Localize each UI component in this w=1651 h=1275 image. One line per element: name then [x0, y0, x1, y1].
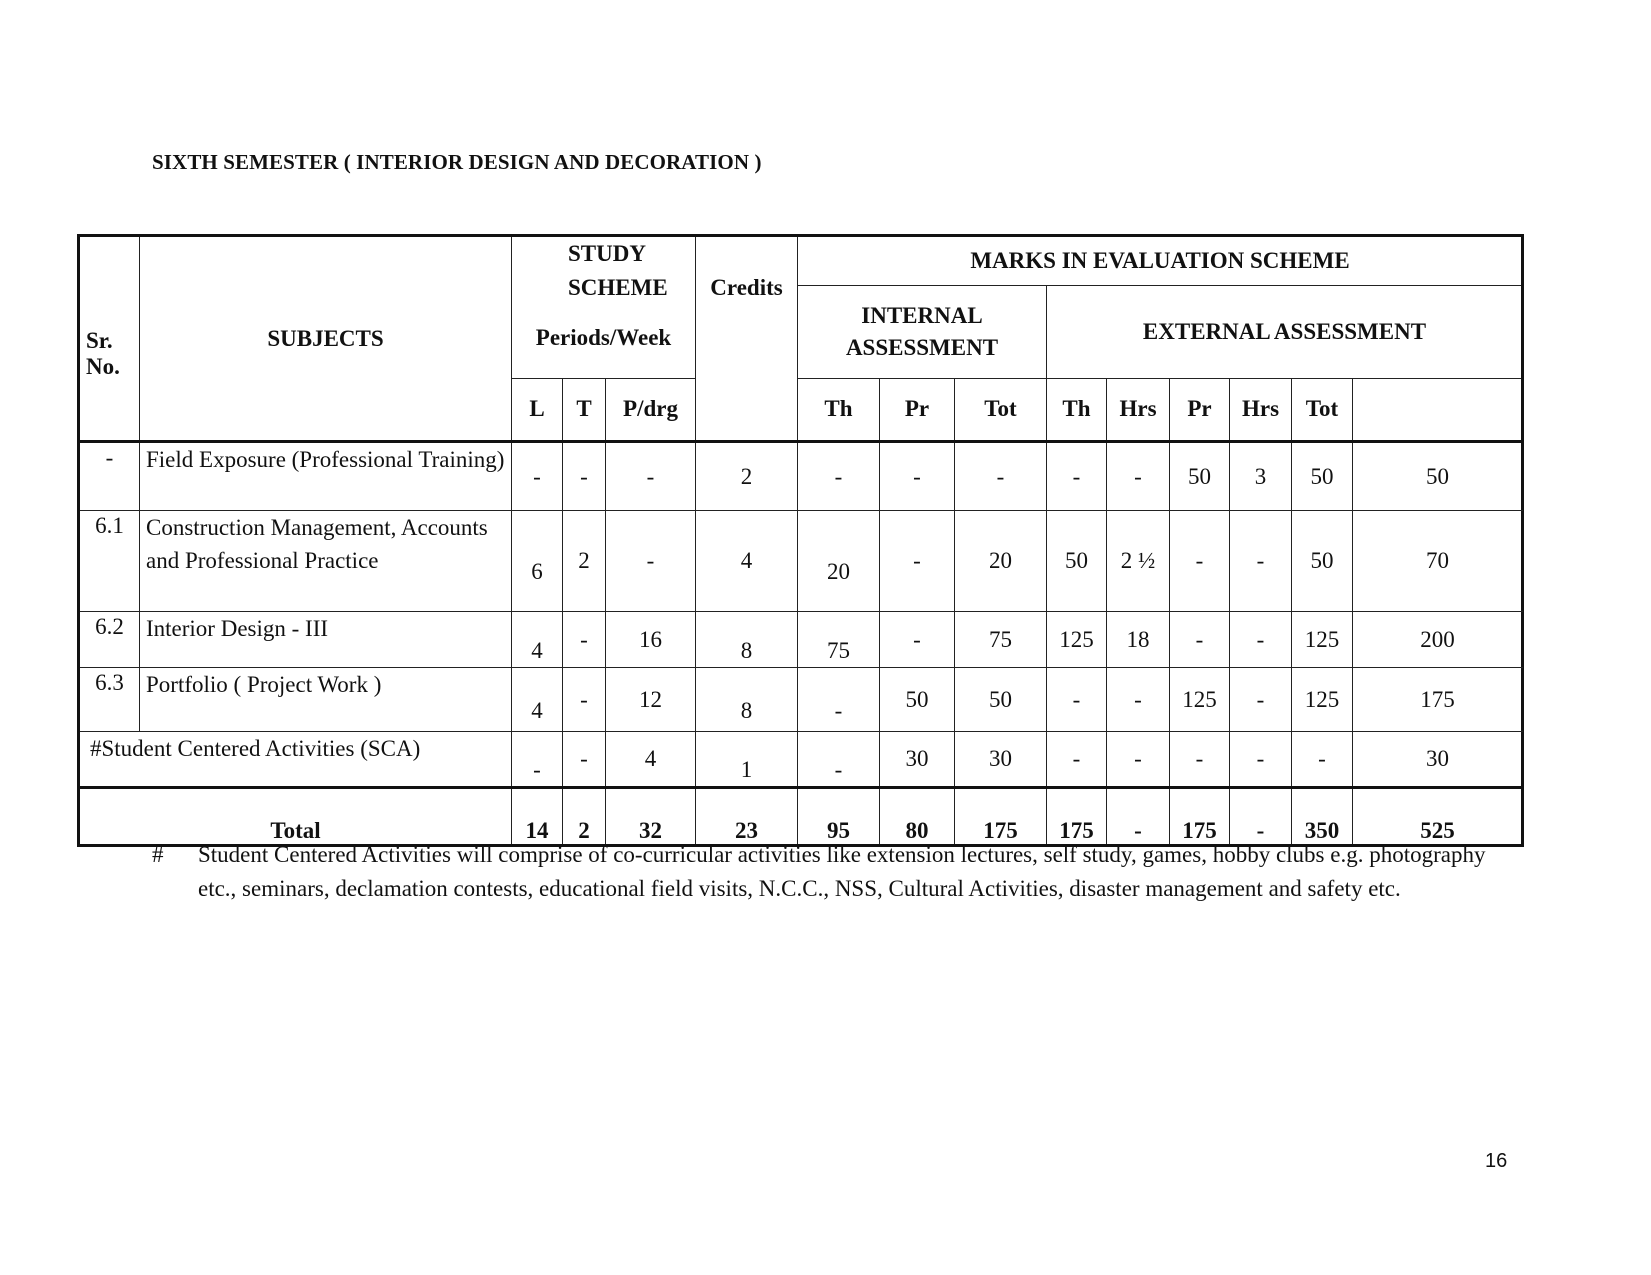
- ext-th-cell: -: [1047, 668, 1107, 732]
- int-th-cell: 20: [798, 511, 880, 612]
- int-th-total: 95: [798, 788, 880, 846]
- ext-pr-header: Pr: [1170, 378, 1230, 441]
- int-th-cell: -: [798, 732, 880, 788]
- table-row: [79, 442, 1523, 511]
- subjects-header: SUBJECTS: [140, 236, 512, 442]
- p-cell: 16: [606, 612, 696, 668]
- ext-hrs2-header: Hrs: [1230, 378, 1292, 441]
- credits-cell: 8: [696, 612, 798, 668]
- int-th-cell: -: [798, 442, 880, 511]
- sr-no-header-text: Sr. No.: [86, 327, 120, 379]
- ext-hrs2-cell: -: [1230, 511, 1292, 612]
- int-pr-cell: 50: [880, 668, 955, 732]
- ext-pr-cell: -: [1170, 612, 1230, 668]
- t-header: T: [563, 378, 606, 441]
- int-pr-total: 80: [880, 788, 955, 846]
- p-cell: -: [606, 511, 696, 612]
- l-cell: -: [512, 442, 563, 511]
- credits-cell: 1: [696, 732, 798, 788]
- int-tot-header: Tot: [955, 378, 1047, 441]
- l-cell: 6: [512, 511, 563, 612]
- int-tot-cell: 75: [955, 612, 1047, 668]
- ext-pr-cell: 125: [1170, 668, 1230, 732]
- ext-hrs-cell: 2 ½: [1107, 511, 1170, 612]
- ext-th-total: 175: [1047, 788, 1107, 846]
- credits-cell: 8: [696, 668, 798, 732]
- total-row: [79, 788, 1523, 846]
- t-total: 2: [563, 788, 606, 846]
- l-total: 14: [512, 788, 563, 846]
- page-title: SIXTH SEMESTER ( INTERIOR DESIGN AND DECORATION ): [152, 150, 762, 174]
- ext-pr-cell: -: [1170, 511, 1230, 612]
- periods-week-label: Periods/Week: [535, 325, 672, 350]
- t-cell: -: [563, 612, 606, 668]
- internal-assessment-header: INTERNAL ASSESSMENT: [798, 285, 1047, 378]
- p-cell: 12: [606, 668, 696, 732]
- p-cell: -: [606, 442, 696, 511]
- l-header: L: [512, 378, 563, 441]
- ext-hrs2-total: -: [1230, 788, 1292, 846]
- int-tot-cell: 20: [955, 511, 1047, 612]
- total-cell: 50: [1353, 442, 1523, 511]
- int-th-header: Th: [798, 378, 880, 441]
- ext-hrs2-cell: -: [1230, 668, 1292, 732]
- int-th-cell: -: [798, 668, 880, 732]
- table-row: [79, 612, 1523, 668]
- subject-cell: Field Exposure (Professional Training): [140, 442, 512, 511]
- ext-hrs2-cell: -: [1230, 732, 1292, 788]
- credits-header: Credits: [696, 236, 798, 442]
- table-row: [79, 511, 1523, 612]
- table-row: [79, 668, 1523, 732]
- ext-th-cell: 125: [1047, 612, 1107, 668]
- ext-tot-cell: 50: [1292, 442, 1353, 511]
- study-scheme-label: STUDY SCHEME: [568, 241, 668, 300]
- ext-tot-cell: 50: [1292, 511, 1353, 612]
- page-number: 16: [1485, 1150, 1508, 1172]
- subject-cell: Interior Design - III: [140, 612, 512, 668]
- ext-th-cell: 50: [1047, 511, 1107, 612]
- footnote-text: Student Centered Activities will comprise of co-curricular activities like extension lectures, self study, games, hobby clubs e.g. photography etc., seminars, declamation contests, educational field visits, N.C.C., NSS, Cultural Activities, disaster management and safety etc.: [198, 842, 1486, 901]
- l-cell: -: [512, 732, 563, 788]
- ext-hrs2-cell: -: [1230, 612, 1292, 668]
- sr-no-header: [79, 236, 140, 442]
- int-pr-header: Pr: [880, 378, 955, 441]
- int-pr-cell: -: [880, 612, 955, 668]
- sr-no-cell: -: [79, 442, 140, 511]
- marks-scheme-header: MARKS IN EVALUATION SCHEME: [798, 236, 1523, 286]
- int-tot-cell: -: [955, 442, 1047, 511]
- grand-total: 525: [1353, 788, 1523, 846]
- ext-pr-total: 175: [1170, 788, 1230, 846]
- external-assessment-header: EXTERNAL ASSESSMENT: [1047, 285, 1523, 378]
- total-label: Total: [79, 788, 512, 846]
- subject-cell: Portfolio ( Project Work ): [140, 668, 512, 732]
- int-tot-cell: 50: [955, 668, 1047, 732]
- credits-cell: 4: [696, 511, 798, 612]
- p-total: 32: [606, 788, 696, 846]
- int-pr-cell: -: [880, 511, 955, 612]
- sca-row: [79, 732, 1523, 788]
- ext-th-header: Th: [1047, 378, 1107, 441]
- credits-total: 23: [696, 788, 798, 846]
- int-th-cell: 75: [798, 612, 880, 668]
- total-cell: 70: [1353, 511, 1523, 612]
- footnote-symbol: #: [152, 842, 164, 867]
- p-drg-header: P/drg: [606, 378, 696, 441]
- t-cell: -: [563, 668, 606, 732]
- ext-th-cell: -: [1047, 442, 1107, 511]
- sr-no-cell: 6.1: [79, 511, 140, 612]
- sr-no-cell: 6.3: [79, 668, 140, 732]
- total-cell: 200: [1353, 612, 1523, 668]
- int-tot-total: 175: [955, 788, 1047, 846]
- ext-tot-cell: 125: [1292, 612, 1353, 668]
- ext-hrs2-cell: 3: [1230, 442, 1292, 511]
- int-pr-cell: -: [880, 442, 955, 511]
- study-scheme-header: [512, 236, 696, 379]
- credits-cell: 2: [696, 442, 798, 511]
- ext-pr-cell: 50: [1170, 442, 1230, 511]
- footnote: [152, 838, 1522, 906]
- t-cell: -: [563, 442, 606, 511]
- ext-hrs-cell: -: [1107, 668, 1170, 732]
- ext-hrs-cell: -: [1107, 442, 1170, 511]
- int-pr-cell: 30: [880, 732, 955, 788]
- ext-tot-header: Tot: [1292, 378, 1353, 441]
- subject-cell: Construction Management, Accounts and Professional Practice: [140, 511, 512, 612]
- int-tot-cell: 30: [955, 732, 1047, 788]
- l-cell: 4: [512, 612, 563, 668]
- l-cell: 4: [512, 668, 563, 732]
- p-cell: 4: [606, 732, 696, 788]
- ext-hrs-cell: 18: [1107, 612, 1170, 668]
- sr-no-cell: 6.2: [79, 612, 140, 668]
- t-cell: 2: [563, 511, 606, 612]
- ext-tot-total: 350: [1292, 788, 1353, 846]
- ext-tot-cell: -: [1292, 732, 1353, 788]
- total-cell: 175: [1353, 668, 1523, 732]
- ext-hrs-cell: -: [1107, 732, 1170, 788]
- sca-subject-cell: #Student Centered Activities (SCA): [79, 732, 512, 788]
- total-cell: 30: [1353, 732, 1523, 788]
- ext-th-cell: -: [1047, 732, 1107, 788]
- ext-hrs-total: -: [1107, 788, 1170, 846]
- ext-hrs-header: Hrs: [1107, 378, 1170, 441]
- t-cell: -: [563, 732, 606, 788]
- ext-tot-cell: 125: [1292, 668, 1353, 732]
- ext-pr-cell: -: [1170, 732, 1230, 788]
- evaluation-scheme-table: [77, 234, 1524, 847]
